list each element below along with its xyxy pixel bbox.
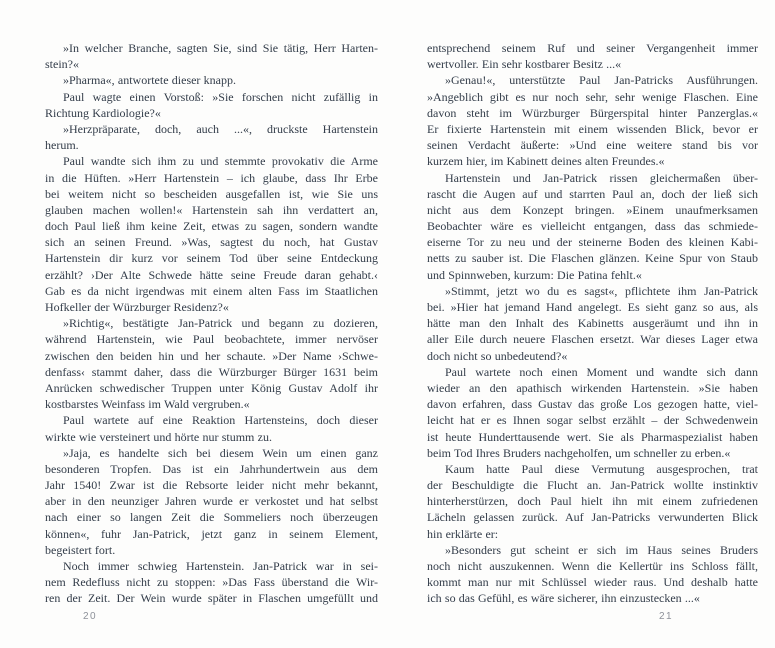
text-line: der Beschuldigte die Flucht an. Jan-Patrick wollte instinktiv [427,478,758,493]
text-line: »Stimmt, jetzt wo du es sagst«, pflichtete ihm Jan-Patrick [445,283,758,298]
text-line: Gab es da nicht irgendwas mit einem alten Fass im Staatlichen [45,283,378,298]
text-line: Er fixierte Hartenstein mit einem wissenden Blick, bevor er [427,121,758,136]
text-line: besonderen Tropfen. Das ist ein Jahrhundertwein aus dem [45,461,378,476]
text-line: Paul wartete noch einen Moment und wandte sich dann [445,364,758,379]
text-line: Lächeln gelassen zurück. Auf Jan-Patricks verwunderten Blick [427,510,758,525]
text-line: wieder an den apathisch wirkenden Hartenstein. »Sie haben [427,380,758,395]
text-line: entsprechend seinem Ruf und seiner Vergangenheit immer [427,41,758,55]
text-line: Paul wartete auf eine Reaktion Hartensteins, doch dieser [63,413,378,428]
text-line: aber in den neunziger Jahren wurde er verkostet und hat selbst [45,494,378,509]
text-line: wirkte wie versteinert und hörte nur stumm zu. [45,429,272,444]
text-line: beim Tod Ihres Bruders nachgeholfen, um schneller zu erben.« [427,445,731,460]
page-left [45,40,378,622]
text-line: begeistert fort. [45,542,116,557]
text-line: Jahr 1540! Zwar ist die Rebsorte leider nicht mehr bekannt, [45,478,378,493]
text-line: während Hartenstein, wie Paul beobachtete, immer nervöser [45,332,378,347]
text-line: nem Redefluss nicht zu stoppen: »Das Fass überstand die Wir- [45,575,378,590]
paragraph [45,40,378,72]
paragraph [427,542,758,607]
text-line: bei. »Hier hat jemand Hand angelegt. Es sieht ganz so aus, als [427,300,758,314]
text-line: kommt man nur mit Schlüssel wieder raus. Und deshalb hatte [427,575,758,590]
text-line: hätte man den Inhalt des Kabinetts ausgeräumt und ihn in [427,316,758,331]
text-line: Beobachter wäre es vielleicht entgangen, dass das schmiede- [427,219,758,234]
text-line: rascht die Augen auf und starrten Paul an, doch der ließ sich [427,186,758,201]
text-line: »Pharma«, antwortete dieser knapp. [63,73,236,88]
text-line: »Herzpräparate, doch, auch ...«, druckste Hartenstein [63,121,378,136]
text-line: noch nicht auszukennen. Wenn die Kellertür ins Schloss fällt, [427,559,758,573]
paragraph [45,445,378,558]
text-line: und Spinnweben, kurzum: Die Patina fehlt.« [427,267,642,282]
text-line: netts zu sauber ist. Die Flaschen glänzen. Keine Spur von Staub [427,251,758,266]
text-line: glauben machen wollen!« Hartenstein sah ihn verdattert an, [45,202,378,217]
text-line: ich so das Gefühl, es wäre sicherer, ihn einzustecken ...« [427,591,700,606]
text-line: Richtung Kardiologie?« [45,105,161,120]
paragraph [427,283,758,364]
text-line: hinterherstürzen, doch Paul hielt ihn mit einem zufriedenen [427,494,758,509]
paragraph [45,89,378,121]
page-right-text [427,40,758,607]
text-line: eiserne Tor zu neu und der steinerne Boden des kleinen Kabi- [427,235,758,250]
text-line: Kaum hatte Paul diese Vermutung ausgesprochen, trat [445,461,758,476]
paragraph [45,558,378,607]
text-line: zwischen den beiden hin und her schaute. »Der Name ›Schwe- [45,348,378,363]
page-left-folio: 20 [83,611,98,622]
text-line: in die Hüften. »Herr Hartenstein – ich glaube, dass Ihr Erbe [45,170,378,185]
text-line: »In welcher Branche, sagten Sie, sind Sie tätig, Herr Harten- [63,41,378,55]
text-line: erzählt? ›Der Alte Schwede hätte seine Freude daran gehabt.‹ [45,267,378,282]
page-right [427,40,758,622]
text-line: können«, fuhr Jan-Patrick, jetzt ganz in seinem Element, [45,526,378,541]
text-line: aller Eile durch neuere Flaschen ersetzt. War dieses Lager etwa [427,332,758,347]
text-line: Hofkeller der Würzburger Residenz?« [45,300,229,314]
paragraph [45,153,378,315]
paragraph [427,364,758,461]
text-line: Paul wagte einen Vorstoß: »Sie forschen nicht zufällig in [63,89,378,104]
paragraph [45,72,378,88]
text-line: ren der Zeit. Der Wein wurde später in Flaschen umgefüllt und [45,591,378,606]
text-line: bei weitem nicht so bescheiden ausgefallen ist, wie Sie uns [45,186,378,201]
paragraph [427,72,758,169]
paragraph [427,170,758,283]
text-line: sich an seinen Freund. »Was, sagtest du noch, hat Gustav [45,235,378,250]
paragraph [427,40,758,72]
text-line: stein?« [45,57,79,72]
paragraph [45,121,378,153]
text-line: kurzem hier, im Kabinett deines alten Freundes.« [427,154,665,169]
paragraph [45,412,378,444]
text-line: ist heute Hunderttausende wert. Sie als Pharmaspezialist haben [427,429,758,444]
text-line: leicht hat er es Ihnen sogar selbst erzählt – der Schwedenwein [427,413,758,428]
text-line: doch nicht so unbedeutend?« [427,348,568,363]
text-line: Anrücken schwedischer Truppen unter König Gustav Adolf ihr [45,380,378,395]
text-line: davon steht im Würzburger Bürgerspital hinter Panzerglas.« [427,105,758,120]
paragraph [427,461,758,542]
text-line: Hartenstein dir kurz vor seinem Tod über seine Entdeckung [45,251,378,266]
text-line: nach einer so langen Zeit die Sommeliers noch überzeugen [45,510,378,525]
text-line: doch Paul ließ ihm keine Zeit, etwas zu sagen, sondern wandte [45,219,378,234]
text-line: Paul wandte sich ihm zu und stemmte provokativ die Arme [63,154,378,169]
text-line: wertvoller. Ein sehr kostbarer Besitz ...« [427,57,622,72]
text-line: denfass‹ stammt daher, dass die Würzburger Bürger 1631 beim [45,364,378,379]
text-line: »Besonders gut scheint er sich im Haus seines Bruders [445,542,758,557]
page-left-text [45,40,378,607]
text-line: Noch immer schwieg Hartenstein. Jan-Patrick war in sei- [63,559,378,573]
page-right-folio: 21 [659,611,674,622]
text-line: kostbarstes Weinfass im Wald vergruben.« [45,397,250,412]
text-line: seinen Verdacht äußerte: »Und eine weitere stand bis vor [427,138,758,153]
text-line: »Jaja, es handelte sich bei diesem Wein um einen ganz [63,445,378,460]
text-line: davon erfahren, dass Gustav das große Los gezogen hatte, viel- [427,397,758,412]
text-line: herum. [45,138,79,153]
text-line: hin erklärte er: [427,526,499,541]
text-line: nicht aus dem Konzept bringen. »Einem unaufmerksamen [427,202,758,217]
text-line: Hartenstein und Jan-Patrick rissen gleichermaßen über- [445,170,758,185]
text-line: »Angeblich gibt es nur noch sehr, sehr wenige Flaschen. Eine [427,89,758,104]
text-line: »Richtig«, bestätigte Jan-Patrick und begann zu dozieren, [63,316,378,331]
paragraph [45,315,378,412]
text-line: »Genau!«, unterstützte Paul Jan-Patricks Ausführungen. [445,73,758,88]
